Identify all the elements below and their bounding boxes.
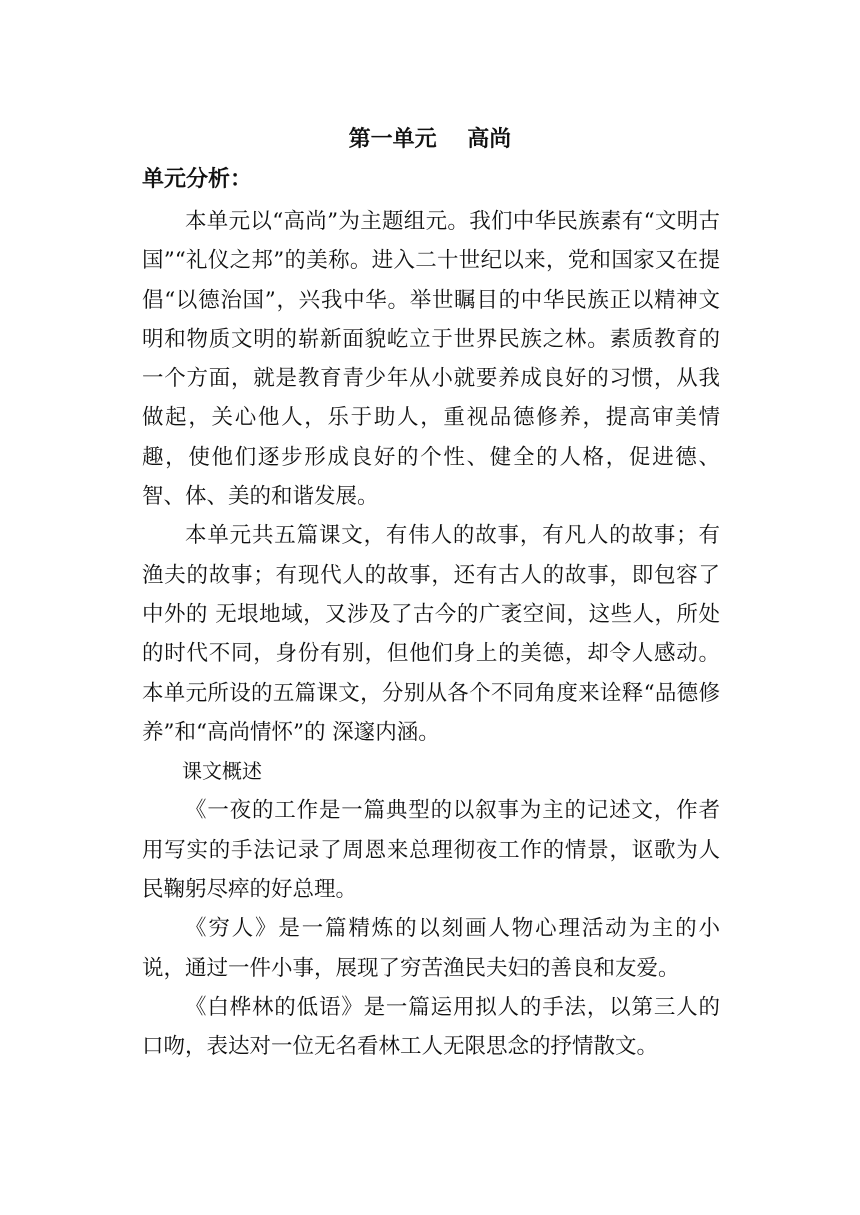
paragraph-lesson-one-night-work: 《一夜的工作是一篇典型的以叙事为主的记述文，作者用写实的手法记录了周恩来总理彻夜工作的情景，讴歌为人民鞠躬尽瘁的好总理。: [142, 798, 720, 903]
body-text: [142, 202, 720, 1067]
section-heading: 单元分析：: [142, 167, 253, 192]
paragraph-lesson-birch-forest: 《白桦林的低语》是一篇运用拟人的手法，以第三人的口吻，表达对一位无名看林工人无限思念的抒情散文。: [142, 994, 720, 1060]
paragraph-unit-contents: 本单元共五篇课文，有伟人的故事，有凡人的故事；有渔夫的故事；有现代人的故事，还有古人的故事，即包容了中外的 无垠地域，又涉及了古今的广袤空间，这些人，所处的时代不同，身份有别，但他们身上的美德，却令人感动。本单元所设的五篇课文，分别从各个不同角度来诠释“品德修养”和“高尚情怀”的 深邃内涵。: [142, 523, 720, 745]
page-title: 第一单元 高尚: [348, 127, 512, 152]
paragraph-unit-theme: 本单元以“高尚”为主题组元。我们中华民族素有“文明古国”“礼仪之邦”的美称。进入二十世纪以来，党和国家又在提倡“以德治国”，兴我中华。举世瞩目的中华民族正以精神文明和物质文明的崭新面貌屹立于世界民族之林。素质教育的一个方面，就是教育青少年从小就要养成良好的习惯，从我做起，关心他人，乐于助人，重视品德修养，提高审美情趣，使他们逐步形成良好的个性、健全的人格，促进德、智、体、美的和谐发展。: [142, 209, 720, 510]
subheading-lesson-overview: 课文概述: [182, 759, 262, 784]
paragraph-lesson-poor-people: 《穷人》是一篇精炼的以刻画人物心理活动为主的小说，通过一件小事，展现了穷苦渔民夫妇的善良和友爱。: [142, 916, 720, 981]
